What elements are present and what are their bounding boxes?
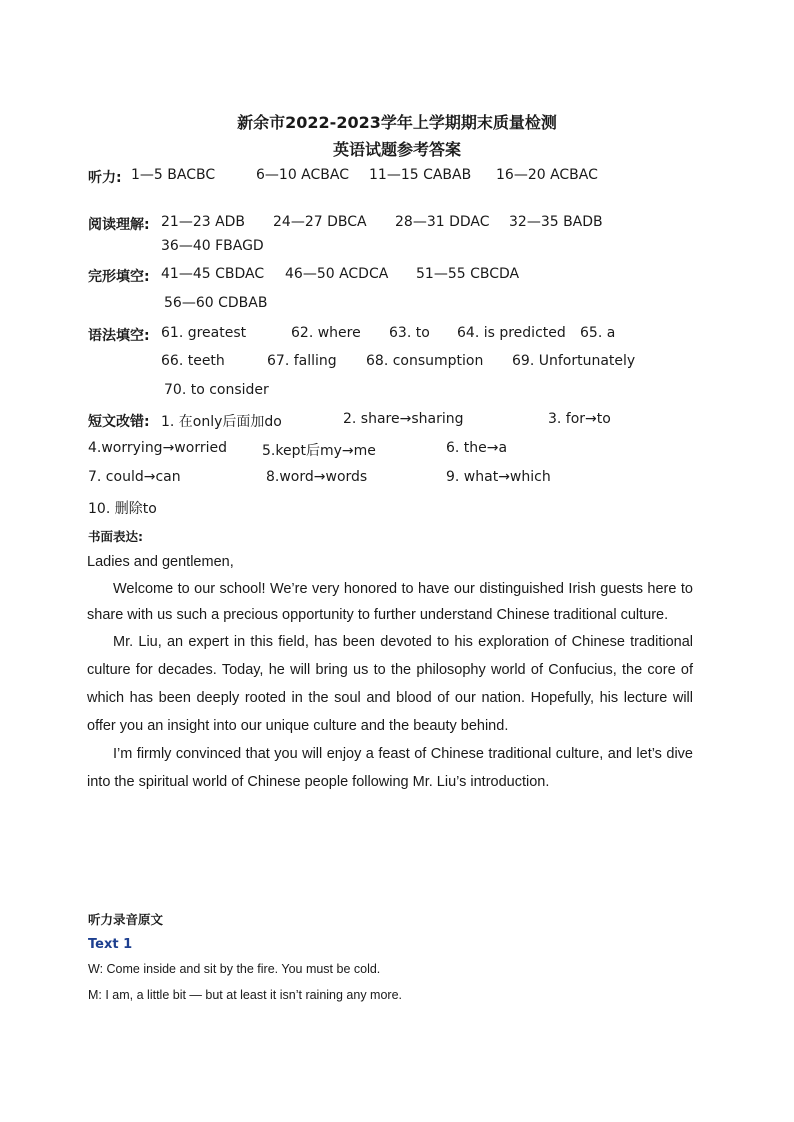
grammar-answer: 66. teeth bbox=[161, 353, 225, 369]
transcript-text-label: Text 1 bbox=[88, 937, 133, 952]
transcript-line: W: Come inside and sit by the fire. You must be cold. bbox=[88, 962, 381, 976]
grammar-label: 语法填空: bbox=[88, 328, 150, 344]
reading-answer-group: 36—40 FBAGD bbox=[161, 238, 264, 254]
reading-label: 阅读理解: bbox=[88, 217, 150, 233]
transcript-line: M: I am, a little bit — but at least it isn’t raining any more. bbox=[88, 988, 403, 1002]
listening-answer-group: 1—5 BACBC bbox=[131, 167, 216, 183]
correction-item: 3. for→to bbox=[548, 411, 611, 427]
correction-item: 8.word→words bbox=[266, 469, 368, 485]
transcript-heading: 听力录音原文 bbox=[88, 912, 164, 927]
essay-paragraph: Mr. Liu, an expert in this field, has been devoted to his exploration of Chinese traditional culture for decades. Today, he will bring us to the philosophy world of Confucius, the core of which has been deeply rooted in the soul and blood of our nation. Hopefully, his lecture will offer you an insight into our unique culture and the beauty behind. bbox=[87, 634, 693, 734]
reading-answer-group: 21—23 ADB bbox=[161, 214, 246, 230]
writing-label: 书面表达: bbox=[88, 529, 143, 544]
correction-label: 短文改错: bbox=[88, 414, 150, 430]
essay-paragraph: I’m firmly convinced that you will enjoy a feast of Chinese traditional culture, and let’s dive into the spiritual world of Chinese people following Mr. Liu’s introduction. bbox=[87, 746, 693, 790]
correction-item: 5.kept后my→me bbox=[262, 443, 376, 459]
grammar-answer: 63. to bbox=[389, 325, 430, 341]
listening-answer-group: 11—15 CABAB bbox=[369, 167, 472, 183]
listening-answer-group: 6—10 ACBAC bbox=[256, 167, 349, 183]
listening-answer-group: 16—20 ACBAC bbox=[496, 167, 598, 183]
reading-answer-group: 32—35 BADB bbox=[509, 214, 603, 230]
cloze-answer-group: 56—60 CDBAB bbox=[164, 295, 268, 311]
grammar-answer: 67. falling bbox=[267, 353, 337, 369]
essay-salutation: Ladies and gentlemen, bbox=[87, 554, 234, 570]
page-title: 新余市2022-2023学年上学期期末质量检测 bbox=[237, 113, 557, 132]
correction-item: 2. share→sharing bbox=[343, 411, 464, 427]
grammar-answer: 62. where bbox=[291, 325, 361, 341]
cloze-answer-group: 46—50 ACDCA bbox=[285, 266, 389, 282]
grammar-answer: 70. to consider bbox=[164, 382, 269, 398]
essay-paragraph: Welcome to our school! We’re very honored to have our distinguished Irish guests here to share with us such a precious opportunity to further understand Chinese traditional culture. bbox=[87, 581, 693, 623]
writing-essay bbox=[87, 548, 693, 796]
correction-item: 7. could→can bbox=[88, 469, 181, 485]
grammar-answer: 65. a bbox=[580, 325, 616, 341]
correction-item: 1. 在only后面加do bbox=[161, 414, 282, 430]
grammar-answer: 61. greatest bbox=[161, 325, 247, 341]
correction-item: 9. what→which bbox=[446, 469, 551, 485]
cloze-answer-group: 41—45 CBDAC bbox=[161, 266, 265, 282]
correction-item: 10. 删除to bbox=[88, 501, 157, 517]
page-subtitle: 英语试题参考答案 bbox=[332, 140, 461, 159]
grammar-answer: 69. Unfortunately bbox=[512, 353, 636, 369]
grammar-answer: 64. is predicted bbox=[457, 325, 566, 341]
correction-item: 6. the→a bbox=[446, 440, 508, 456]
listening-label: 听力: bbox=[88, 170, 122, 186]
reading-answer-group: 24—27 DBCA bbox=[273, 214, 367, 230]
cloze-label: 完形填空: bbox=[88, 269, 150, 285]
reading-answer-group: 28—31 DDAC bbox=[395, 214, 490, 230]
correction-item: 4.worrying→worried bbox=[88, 440, 227, 456]
cloze-answer-group: 51—55 CBCDA bbox=[416, 266, 520, 282]
grammar-answer: 68. consumption bbox=[366, 353, 484, 369]
